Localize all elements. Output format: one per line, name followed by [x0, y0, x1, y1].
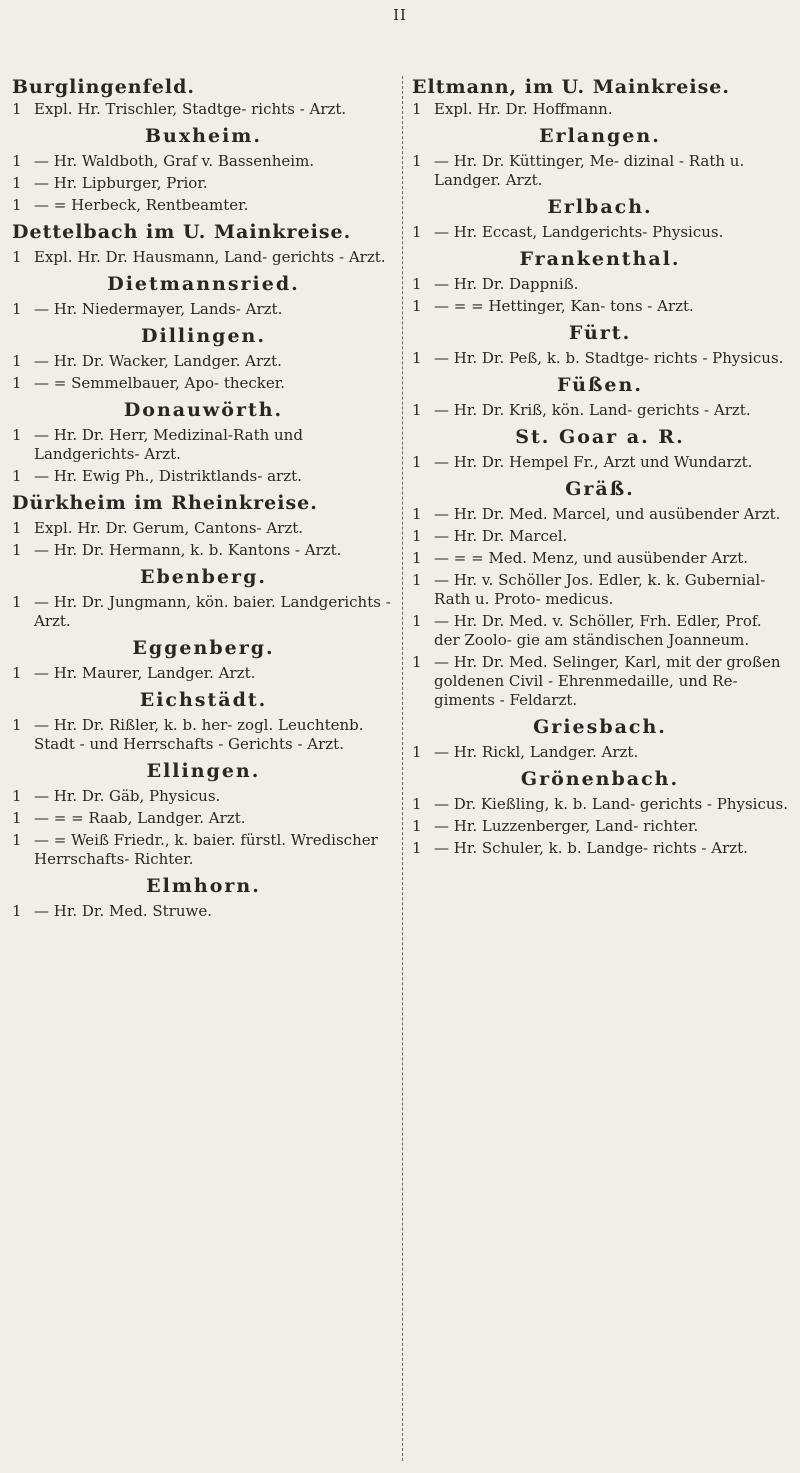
page-number: II: [393, 6, 407, 24]
directory-entry: [12, 248, 395, 267]
entry-text: — Hr. Dr. Med. Struwe.: [34, 902, 212, 920]
place-section: [12, 399, 395, 486]
place-heading: Gräß.: [565, 478, 635, 500]
place-heading: Erlangen.: [539, 125, 661, 147]
entry-text: — Hr. Maurer, Landger. Arzt.: [34, 664, 256, 682]
entry-count: 1: [412, 817, 422, 835]
directory-entry: [12, 809, 395, 828]
directory-entry: [412, 453, 788, 472]
entry-text: — Hr. Dr. Med. Selinger, Karl, mit der großen goldenen Civil - Ehrenmedaille, und Re- giments - Feldarzt.: [434, 653, 781, 709]
entry-count: 1: [12, 902, 22, 920]
entry-count: 1: [12, 374, 22, 392]
directory-entry: [412, 100, 788, 119]
directory-entry: [412, 549, 788, 568]
entry-count: 1: [12, 174, 22, 192]
place-section: [12, 760, 395, 869]
entry-count: 1: [12, 100, 22, 118]
entry-text: — Dr. Kießling, k. b. Land- gerichts - Physicus.: [434, 795, 789, 813]
place-heading: Griesbach.: [533, 716, 667, 738]
place-heading: Dietmannsried.: [107, 273, 300, 295]
place-section: [12, 637, 395, 683]
directory-entry: [412, 571, 788, 609]
entry-text: — Hr. Dr. Herr, Medizinal-Rath und Landgerichts- Arzt.: [34, 426, 303, 463]
place-heading: Frankenthal.: [519, 248, 681, 270]
entry-count: 1: [412, 505, 422, 523]
place-section: [12, 875, 395, 921]
place-heading: Ebenberg.: [140, 566, 267, 588]
place-section: [12, 689, 395, 754]
entry-text: — Hr. Lipburger, Prior.: [34, 174, 208, 192]
directory-entry: [412, 401, 788, 420]
directory-entry: [12, 787, 395, 806]
directory-entry: [412, 743, 788, 762]
left-column: [12, 76, 395, 924]
directory-entry: [12, 519, 395, 538]
place-section: [412, 374, 788, 420]
entry-text: — Hr. Dr. Gäb, Physicus.: [34, 787, 221, 805]
entry-count: 1: [12, 426, 22, 444]
entry-count: 1: [12, 196, 22, 214]
place-section: [412, 768, 788, 858]
entry-count: 1: [12, 300, 22, 318]
place-section: [412, 322, 788, 368]
directory-entry: [412, 223, 788, 242]
entry-text: — = Weiß Friedr., k. baier. fürstl. Wredischer Herrschafts- Richter.: [34, 831, 378, 868]
place-heading: Dillingen.: [141, 325, 266, 347]
place-heading: Eichstädt.: [139, 689, 268, 711]
entry-text: — Hr. Niedermayer, Lands- Arzt.: [34, 300, 283, 318]
directory-entry: [412, 275, 788, 294]
place-heading: Dettelbach im U. Mainkreise.: [12, 221, 352, 243]
directory-entry: [412, 152, 788, 190]
entry-count: 1: [12, 152, 22, 170]
place-heading: Buxheim.: [144, 125, 263, 147]
entry-count: 1: [12, 467, 22, 485]
entry-text: — = = Raab, Landger. Arzt.: [34, 809, 246, 827]
directory-entry: [412, 505, 788, 524]
entry-text: — Hr. Dr. Med. v. Schöller, Frh. Edler, Prof. der Zoolo- gie am ständischen Joanneum.: [434, 612, 762, 649]
place-heading: Fürt.: [568, 322, 632, 344]
entry-count: 1: [12, 809, 22, 827]
place-section: [412, 248, 788, 316]
place-section: [12, 492, 395, 560]
entry-text: — Hr. Dr. Med. Marcel, und ausübender Arzt.: [434, 505, 781, 523]
column-header: Eltmann, im U. Mainkreise.: [412, 76, 730, 98]
directory-entry: [412, 349, 788, 368]
entry-text: — Hr. Dr. Küttinger, Me- dizinal - Rath u. Landger. Arzt.: [434, 152, 745, 189]
place-heading: St. Goar a. R.: [515, 426, 685, 448]
entry-text: — = Semmelbauer, Apo- thecker.: [34, 374, 286, 392]
directory-entry: [412, 817, 788, 836]
entry-count: 1: [12, 593, 22, 611]
directory-entry: [412, 527, 788, 546]
entry-text: — Hr. Dr. Dappniß.: [434, 275, 579, 293]
directory-entry: [12, 426, 395, 464]
directory-entry: [12, 374, 395, 393]
entry-text: Expl. Hr. Dr. Gerum, Cantons- Arzt.: [34, 519, 304, 537]
place-section: [412, 426, 788, 472]
entry-count: 1: [412, 100, 422, 118]
place-heading: Füßen.: [557, 374, 643, 396]
place-heading: Ellingen.: [146, 760, 261, 782]
directory-entry: [12, 100, 395, 119]
entry-count: 1: [412, 297, 422, 315]
entry-count: 1: [412, 152, 422, 170]
place-heading: Grönenbach.: [520, 768, 680, 790]
entry-text: — Hr. Luzzenberger, Land- richter.: [434, 817, 699, 835]
directory-entry: [12, 664, 395, 683]
entry-text: — Hr. Dr. Peß, k. b. Stadtge- richts - Physicus.: [434, 349, 784, 367]
entry-count: 1: [412, 349, 422, 367]
directory-entry: [12, 467, 395, 486]
entry-count: 1: [412, 743, 422, 761]
place-section: [412, 196, 788, 242]
place-heading: Donauwörth.: [123, 399, 284, 421]
directory-entry: [412, 612, 788, 650]
entry-count: 1: [412, 275, 422, 293]
column-header: Burglingenfeld.: [12, 76, 195, 98]
entry-count: 1: [12, 541, 22, 559]
directory-entry: [412, 297, 788, 316]
entry-text: — Hr. Dr. Hermann, k. b. Kantons - Arzt.: [34, 541, 342, 559]
place-section: [12, 221, 395, 267]
directory-entry: [12, 541, 395, 560]
entry-text: — Hr. Dr. Marcel.: [434, 527, 568, 545]
entry-text: — Hr. Waldboth, Graf v. Bassenheim.: [34, 152, 315, 170]
entry-count: 1: [412, 223, 422, 241]
entry-count: 1: [12, 716, 22, 734]
place-heading: Elmhorn.: [146, 875, 261, 897]
place-section: [12, 125, 395, 215]
directory-entry: [12, 716, 395, 754]
entry-text: — Hr. Ewig Ph., Distriktlands- arzt.: [34, 467, 302, 485]
directory-entry: [412, 839, 788, 858]
place-section: [412, 125, 788, 190]
entry-count: 1: [412, 401, 422, 419]
entry-text: — = = Hettinger, Kan- tons - Arzt.: [434, 297, 694, 315]
entry-text: — = = Med. Menz, und ausübender Arzt.: [434, 549, 749, 567]
entry-count: 1: [12, 831, 22, 849]
entry-text: — Hr. Dr. Wacker, Landger. Arzt.: [34, 352, 282, 370]
entry-text: — Hr. Dr. Jungmann, kön. baier. Landgerichts - Arzt.: [34, 593, 391, 630]
place-section: [412, 716, 788, 762]
directory-entry: [412, 795, 788, 814]
entry-count: 1: [12, 664, 22, 682]
directory-entry: [12, 300, 395, 319]
entry-text: — Hr. Dr. Kriß, kön. Land- gerichts - Arzt.: [434, 401, 751, 419]
place-section: [12, 566, 395, 631]
place-section: [412, 478, 788, 710]
entry-text: Expl. Hr. Dr. Hoffmann.: [434, 100, 613, 118]
entry-count: 1: [412, 527, 422, 545]
entry-count: 1: [12, 352, 22, 370]
column-divider: [402, 76, 403, 1461]
entry-text: — Hr. Schuler, k. b. Landge- richts - Arzt.: [434, 839, 748, 857]
entry-text: — Hr. v. Schöller Jos. Edler, k. k. Gubernial-Rath u. Proto- medicus.: [434, 571, 766, 608]
directory-entry: [12, 152, 395, 171]
directory-entry: [12, 902, 395, 921]
entry-text: Expl. Hr. Dr. Hausmann, Land- gerichts - Arzt.: [34, 248, 386, 266]
directory-entry: [12, 593, 395, 631]
place-section: [12, 325, 395, 393]
directory-entry: [12, 174, 395, 193]
place-section: [12, 273, 395, 319]
entry-count: 1: [412, 795, 422, 813]
entry-text: — = Herbeck, Rentbeamter.: [34, 196, 249, 214]
entry-count: 1: [12, 787, 22, 805]
entry-count: 1: [412, 612, 422, 630]
entry-count: 1: [12, 519, 22, 537]
entry-text: — Hr. Dr. Hempel Fr., Arzt und Wundarzt.: [434, 453, 753, 471]
entry-count: 1: [412, 571, 422, 589]
entry-count: 1: [412, 453, 422, 471]
place-heading: Erlbach.: [547, 196, 653, 218]
entry-count: 1: [412, 653, 422, 671]
entry-text: — Hr. Dr. Rißler, k. b. her- zogl. Leuchtenb. Stadt - und Herrschafts - Gerichts - Arzt.: [34, 716, 364, 753]
entry-count: 1: [412, 549, 422, 567]
place-heading: Eggenberg.: [132, 637, 275, 659]
entry-count: 1: [412, 839, 422, 857]
place-heading: Dürkheim im Rheinkreise.: [12, 492, 318, 514]
directory-entry: [12, 352, 395, 371]
entry-text: Expl. Hr. Trischler, Stadtge- richts - Arzt.: [34, 100, 347, 118]
directory-entry: [12, 196, 395, 215]
right-column: [412, 76, 788, 861]
entry-text: — Hr. Eccast, Landgerichts- Physicus.: [434, 223, 724, 241]
entry-count: 1: [12, 248, 22, 266]
directory-entry: [412, 653, 788, 710]
entry-text: — Hr. Rickl, Landger. Arzt.: [434, 743, 639, 761]
directory-entry: [12, 831, 395, 869]
